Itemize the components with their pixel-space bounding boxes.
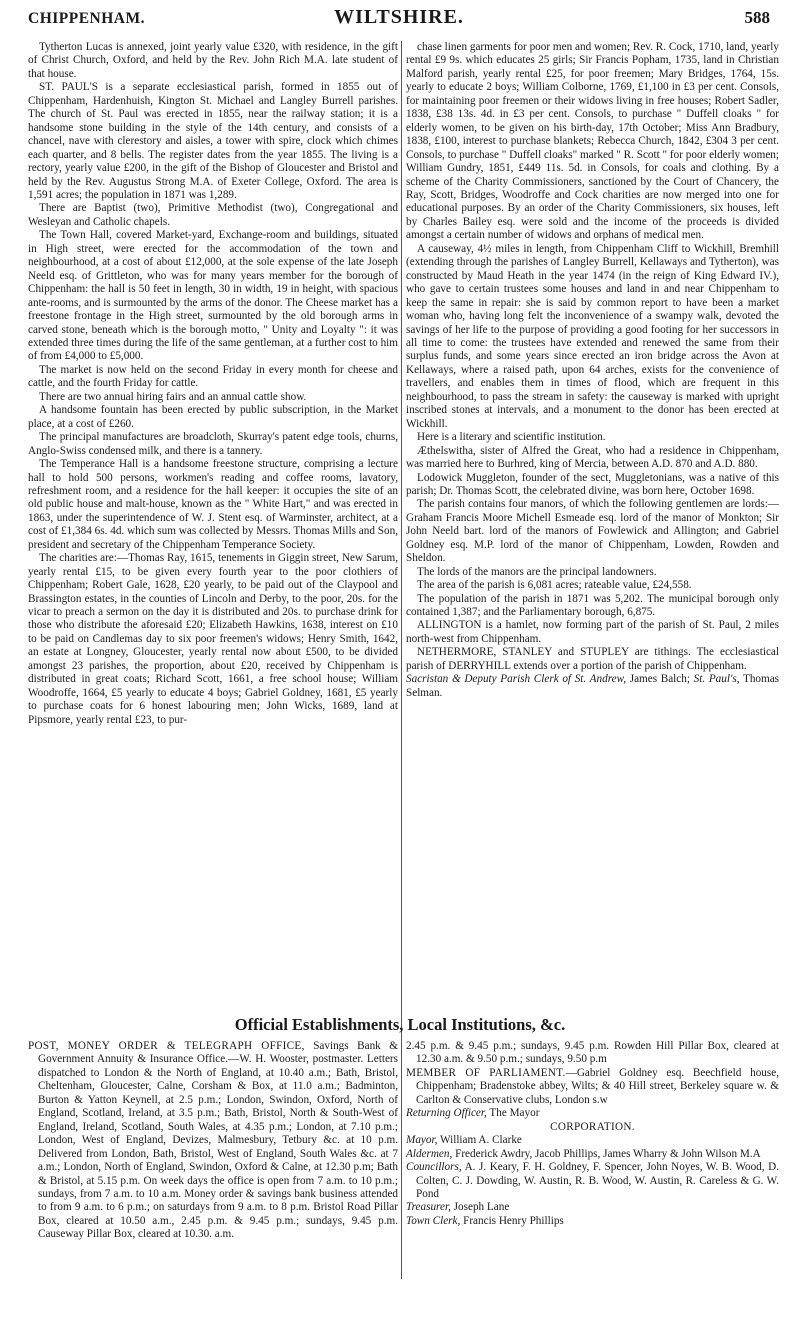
paragraph: The area of the parish is 6,081 acres; rateable value, £24,558. xyxy=(417,579,692,592)
post-office-entry xyxy=(28,1040,398,1242)
running-head-place: CHIPPENHAM. xyxy=(28,10,146,27)
mayor-label: Mayor, xyxy=(406,1134,438,1147)
paragraph: The population of the parish in 1871 was 5,202. The municipal borough only contained 1,387; and the Parliamentary borough, 6,875. xyxy=(406,592,779,619)
paragraph: There are two annual hiring fairs and an annual cattle show. xyxy=(39,390,307,403)
pillar-box-entry: 2.45 p.m. & 9.45 p.m.; sundays, 9.45 p.m. Rowden Hill Pillar Box, cleared at 12.30 a.m. & 9.50 p.m.; sundays, 9.50 p.m xyxy=(406,1040,779,1066)
sacristan-label: Sacristan & Deputy Parish Clerk of St. Andrew, xyxy=(406,673,627,686)
corporation-heading: CORPORATION. xyxy=(550,1120,635,1133)
paragraph: Lodowick Muggleton, founder of the sect, Muggletonians, was a native of this parish; Dr. Thomas Scott, the celebrated divine, was born here, October 1698. xyxy=(406,471,779,497)
paragraph: chase linen garments for poor men and women; Rev. R. Cock, 1710, land, yearly rental £9 9s. which educates 25 girls; Sir Francis Popham, 1735, land in Christian Malford parish, yearly rental £25, for poor freemen; Mary Bridges, 1764, 15s. yearly to educate 2 boys; William Colborne, 1769, £1,100 in £3 per cent. Consols, for maintaining poor freemen or their widows living in free houses; Robert Sadler, 1838, £38 13s. 4d. in £3 per cent. Consols, to purchase " Duffell cloaks " for elderly women, to be given on his birth-day, 17th October; Miss Ann Bradbury, 1838, £100, interest to purchase blankets; Rebecca Church, 1842, £304 3 per cent. Consols, to purchase " Duffell cloaks" marked " R. Scott " for poor elderly women; William Gundry, 1851, £449 11s. 5d. in Consols, for coals and clothing. By a scheme of the Charity Commissioners, sanctioned by the Court of Chancery, the Ray, Scott, Bridges, Woodroffe and Cock charities are now merged into one for educational purposes. By an order of the Charity Commissioners, six houses, left by Charles Bailey esq. were sold and the income of the proceeds is divided amongst a certain number of widows and orphans of medical men. xyxy=(406,41,779,242)
paragraph: The parish contains four manors, of which the following gentlemen are lords:—Graham Francis Moore Michell Esmeade esq. lord of the manor of Monkton; Sir John Neeld bart. lord of the manors of Fowlewick and Allington; and Gabriel Goldney esq. M.P. lord of the manor of Chippenham, Lowden, Rowden and Sheldon. xyxy=(406,498,779,565)
mayor-entry xyxy=(406,1134,779,1147)
paragraph: The market is now held on the second Friday in every month for cheese and cattle, and the fourth Friday for cattle. xyxy=(28,363,398,390)
section-heading: Official Establishments, Local Institutions, &c. xyxy=(234,1015,566,1034)
column-divider xyxy=(401,41,402,1279)
aldermen-label: Aldermen, xyxy=(406,1147,453,1160)
text-column-right xyxy=(406,41,779,700)
returning-officer-entry xyxy=(406,1107,779,1120)
town-clerk-name: Francis Henry Phillips xyxy=(463,1214,564,1227)
paragraph: Here is a literary and scientific institution. xyxy=(417,431,606,444)
paragraph: There are Baptist (two), Primitive Methodist (two), Congregational and Wesleyan and Catholic chapels. xyxy=(28,202,398,228)
treasurer-entry xyxy=(406,1201,779,1214)
mayor-name: William A. Clarke xyxy=(440,1134,522,1147)
paragraph: The Temperance Hall is a handsome freestone structure, comprising a lecture hall to hold 500 persons, workmen's reading and coffee rooms, lavatory, refreshment room, and a residence for the hall keeper: it occupies the site of an old public house and malt-house, known as the " White Hart," and was erected in 1863, under the superintendence of W. J. Stent esq. of Warminster, architect, at a cost of £1,384 6s. 4d. which sum was collected by Messrs. Thomas Mills and Son, president and secretary of the Chippenham Temperance Society. xyxy=(28,458,398,551)
treasurer-label: Treasurer, xyxy=(406,1201,451,1214)
member-entry xyxy=(406,1067,779,1107)
paragraph: ALLINGTON is a hamlet, now forming part of the parish of St. Paul, 2 miles north-west from Chippenham. xyxy=(406,619,779,645)
councillors-names: A. J. Keary, F. H. Goldney, F. Spencer, John Noyes, W. B. Wood, D. Colten, C. J. Dowding, W. Austin, R. B. Wood, W. Austin, R. Careless & G. W. Pond xyxy=(416,1161,779,1200)
paragraph: A causeway, 4½ miles in length, from Chippenham Cliff to Wickhill, Bremhill (extending through the parishes of Langley Burrell, Kellaways and Tytherton), was constructed by Maud Heath in the year 1474 (in the reign of King Edward IV.), who gave to certain trustees some houses and land in and near Chippenham to keep the same in repair: she is said by common report to have been a market woman who, having long felt the inconvenience of a swampy walk, devoted the savings of her life to the purpose of providing a good footing for her successors in all time to come: the trustees have extended and renewed the same from their surplus funds, and some years since erected an iron bridge across the Avon at Kellaways, where a raised path, upon 64 arches, exists for the convenience of travellers, and enables them in times of flood, which are frequent in this neighbourhood, to pass the stream in safety: the causeway is marked with upright inscribed stones at intervals, and a monument to the donor has been erected at Wickhill. xyxy=(406,242,779,430)
councillors-entry xyxy=(406,1161,779,1201)
town-clerk-entry xyxy=(406,1215,779,1228)
aldermen-entry xyxy=(406,1148,779,1161)
page-number: 588 xyxy=(744,8,770,27)
post-office-column xyxy=(28,1040,398,1242)
paragraph: A handsome fountain has been erected by public subscription, in the Market place, at a cost of £260. xyxy=(28,404,398,430)
paragraph: The Town Hall, covered Market-yard, Exchange-room and buildings, situated in High street, were erected for the accommodation of the town and neighbourhood, at a cost of about £12,000, at the sole expense of the late Joseph Neeld esq. of Grittleton, who was for many years member for the borough of Chippenham: the hall is 50 feet in length, 30 in width, 19 in height, with spacious ante-rooms, and is surmounted by the arms of the donor. The Cheese market has a freestone frontage in the High street, surmounted by the old borough arms in carved stone, beneath which is the borough motto, " Unity and Loyalty ": it was extended three times during the life of the same gentleman, at a further cost to him of from £4,000 to £5,000. xyxy=(28,229,398,363)
text-column-left xyxy=(28,41,398,727)
paragraph: The lords of the manors are the principal landowners. xyxy=(417,565,657,578)
paragraph: ST. PAUL'S is a separate ecclesiastical parish, formed in 1855 out of Chippenham, Hardenhuish, Kington St. Michael and Langley Burrell parishes. The church of St. Paul was erected in 1855, near the railway station; it is a handsome stone building in the style of the 14th century, and consists of a chancel, nave with clerestory and aisles, a tower with spire, clock which chimes each quarter, and 8 bells. The register dates from the year 1855. The living is a rectory, yearly value £200, in the gift of the Bishop of Gloucester and Bristol and held by the Rev. Augustus Strong M.A. of Exeter College, Oxford. The area is 1,591 acres; the population in 1871 was 1,289. xyxy=(28,81,398,201)
aldermen-names: Frederick Awdry, Jacob Phillips, James Wharry & John Wilson M.A xyxy=(455,1147,761,1160)
returning-officer-label: Returning Officer, xyxy=(406,1107,487,1120)
returning-officer-name: The Mayor xyxy=(489,1107,540,1120)
sacristan-line xyxy=(406,673,779,700)
paragraph: Tytherton Lucas is annexed, joint yearly value £320, with residence, in the gift of Christ Church, Oxford, and held by the Rev. John Rich M.A. late student of that house. xyxy=(28,41,398,80)
sacristan-name: James Balch; xyxy=(629,673,690,686)
post-office-label: POST, MONEY ORDER & TELEGRAPH OFFICE, xyxy=(28,1040,305,1052)
post-office-text: Savings Bank & Government Annuity & Insurance Office.—W. H. Wooster, postmaster. Letters dispatched to London & the North of England, at 10.40 a.m.; Bath, Bristol, Cheltenham, Gloucester, Calne, Corsham & Box, at 11.0 a.m.; Badminton, Burton & Yatton Keynell, at 2.5 p.m.; London, Swindon, Oxford, North of England, Scotland, Ireland, at 3.5 p.m.; Bath, Bristol, North & South-West of England, Ireland, Scotland, South Wales, at 4.35 p.m.; London, at 7.10 p.m.; London, West of England, Devizes, Malmesbury, Tetbury &c. at 10 p.m. Delivered from London, Bath, Bristol, West of England, South Wales &c. at 7 a.m.; London, North of England, Swindon, Oxford & Calne, at 12.30 p.m; Bath & Bristol, at 5.15 p.m. On week days the office is open from 7 a.m. to 10 p.m.; sundays, from 7 a.m. to 10 a.m. Money order & savings bank business attended to from 9 a.m. to 6 p.m.; on saturdays from 9 a.m. to 8 p.m. Bristol Road Pillar Box, cleared at 10.50 a.m., 2.45 p.m. & 9.45 p.m.; sundays, 9.45 p.m. Causeway Pillar Box, cleared at 10.30. a.m. xyxy=(38,1040,399,1241)
member-text: —Gabriel Goldney esq. Beechfield house, Chippenham; Bradenstoke abbey, Wilts; & 40 Hill street, Berkeley square w. & Carlton & Conservative clubs, London s.w xyxy=(416,1066,779,1106)
sacristan-label: St. Paul's, xyxy=(693,673,740,686)
sacristan-name: Thomas Selman. xyxy=(406,673,780,699)
paragraph: The charities are:—Thomas Ray, 1615, tenements in Giggin street, New Sarum, yearly rental £15, to be given every fourth year to the poor clothiers of Chippenham; Robert Gale, 1628, £20 yearly, to be paid out of the Claypool and Brassington estates, in the counties of Lincoln and Derby, to the poor, 20s. for the vicar to preach a sermon on the day it is distributed and 20s. to purchase drink for those who distribute the aforesaid £20; Elizabeth Hawkins, 1638, interest on £10 to be paid on Candlemas day to six poor freemen's widows; Henry Smith, 1642, an estate at Longney, Gloucester, yearly rental now about £500, to be divided amongst 23 parishes, the proportion, about £20, received by Chippenham is distributed in great coats; Richard Scott, 1661, a free school house; William Woodroffe, 1664, £5 yearly to educate 4 boys; Gabriel Goldney, 1681, £5 yearly to purchase coats for 6 honest labouring men; John Wicks, 1689, land at Pipsmore, yearly rental £23, to pur- xyxy=(28,552,398,726)
member-label: MEMBER OF PARLIAMENT. xyxy=(406,1066,566,1079)
page-header xyxy=(28,6,770,32)
paragraph: The principal manufactures are broadcloth, Skurray's patent edge tools, churns, Anglo-Swiss condensed milk, and there is a tannery. xyxy=(28,431,398,457)
councillors-label: Councillors, xyxy=(406,1161,462,1174)
paragraph: NETHERMORE, STANLEY and STUPLEY are tithings. The ecclesiastical parish of DERRYHILL extends over a portion of the parish of Chippenham. xyxy=(406,646,779,672)
treasurer-name: Joseph Lane xyxy=(453,1201,510,1214)
town-clerk-label: Town Clerk, xyxy=(406,1214,461,1227)
running-head-county: WILTSHIRE. xyxy=(334,6,464,28)
officials-column xyxy=(406,1040,779,1228)
paragraph: Æthelswitha, sister of Alfred the Great, who had a residence in Chippenham, was married here to Burhred, king of Mercia, between A.D. 870 and A.D. 880. xyxy=(406,444,779,471)
